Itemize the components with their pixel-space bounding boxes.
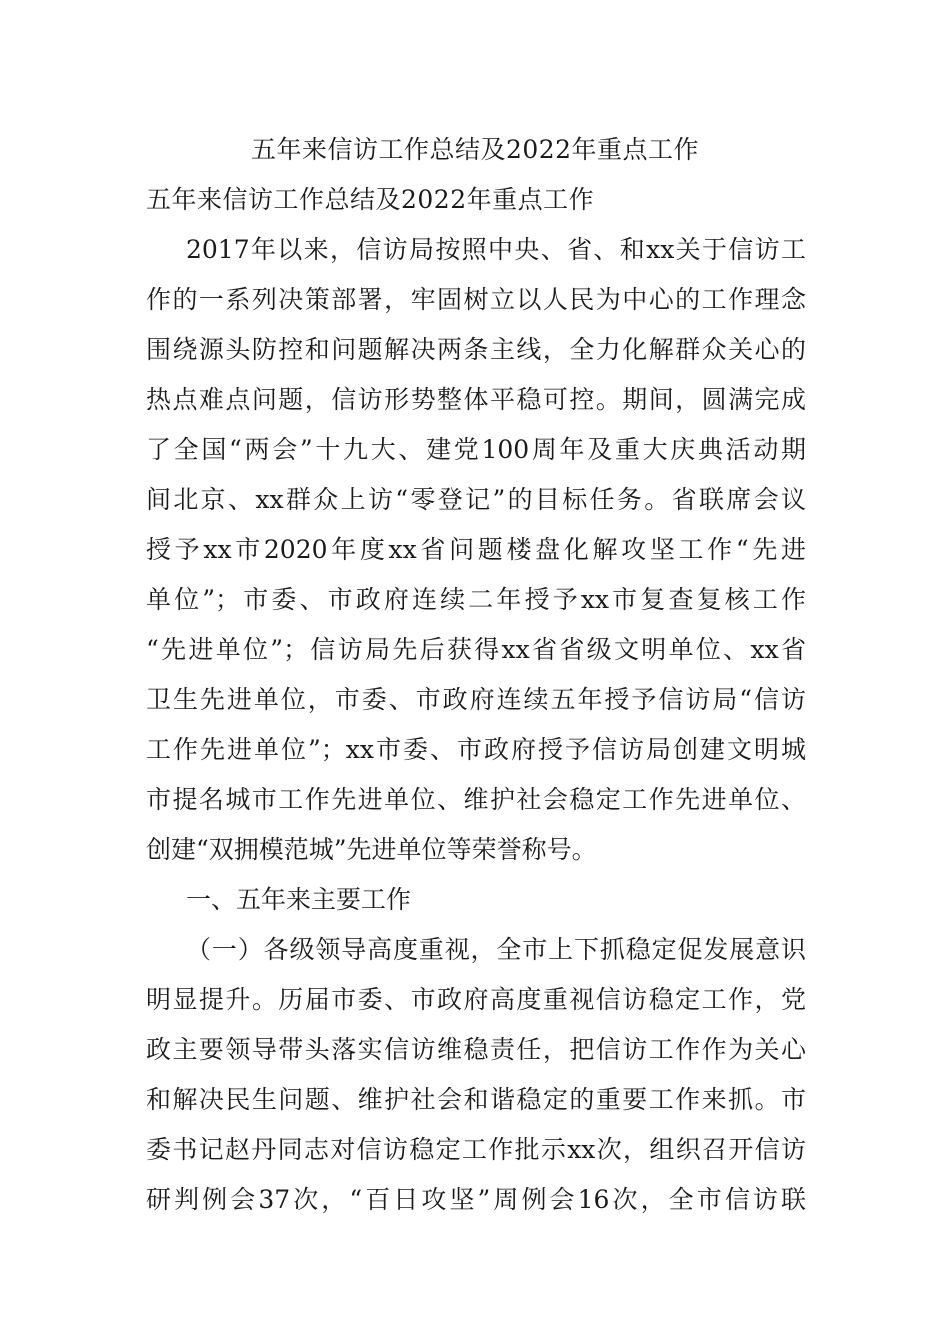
paragraph-line: 卫生先进单位，市委、市政府连续五年授予信访局“信访 [146, 685, 806, 714]
paragraph-line: 围绕源头防控和问题解决两条主线，全力化解群众关心的 [146, 335, 806, 364]
document-title: 五年来信访工作总结及2022年重点工作 [250, 135, 700, 164]
paragraph-line: （一）各级领导高度重视，全市上下抓稳定促发展意识 [186, 935, 806, 964]
paragraph-line: 工作先进单位”；xx市委、市政府授予信访局创建文明城 [146, 735, 806, 764]
paragraph-line: 委书记赵丹同志对信访稳定工作批示xx次，组织召开信访 [146, 1135, 806, 1164]
paragraph-line: 市提名城市工作先进单位、维护社会稳定工作先进单位、 [146, 785, 806, 814]
paragraph-line: “先进单位”；信访局先后获得xx省省级文明单位、xx省 [146, 635, 806, 664]
paragraph-line: 热点难点问题，信访形势整体平稳可控。期间，圆满完成 [146, 385, 806, 414]
section-heading: 一、五年来主要工作 [186, 885, 412, 914]
paragraph-line: 明显提升。历届市委、市政府高度重视信访稳定工作，党 [146, 985, 806, 1014]
paragraph-line: 和解决民生问题、维护社会和谐稳定的重要工作来抓。市 [146, 1085, 806, 1114]
paragraph-line: 授予xx市2020年度xx省问题楼盘化解攻坚工作“先进 [146, 535, 806, 564]
paragraph-line: 政主要领导带头落实信访维稳责任，把信访工作作为关心 [146, 1035, 806, 1064]
paragraph-line: 作的一系列决策部署，牢固树立以人民为中心的工作理念 [146, 285, 806, 314]
paragraph-line: 间北京、xx群众上访“零登记”的目标任务。省联席会议 [146, 485, 806, 514]
paragraph-line: 2017年以来，信访局按照中央、省、和xx关于信访工 [186, 235, 806, 264]
document-subtitle: 五年来信访工作总结及2022年重点工作 [146, 185, 595, 214]
paragraph-line: 创建“双拥模范城”先进单位等荣誉称号。 [146, 835, 597, 864]
paragraph-line: 单位”；市委、市政府连续二年授予xx市复查复核工作 [146, 585, 806, 614]
paragraph-line: 了全国“两会”十九大、建党100周年及重大庆典活动期 [146, 435, 806, 464]
paragraph-line: 研判例会37次，“百日攻坚”周例会16次，全市信访联 [146, 1185, 806, 1214]
